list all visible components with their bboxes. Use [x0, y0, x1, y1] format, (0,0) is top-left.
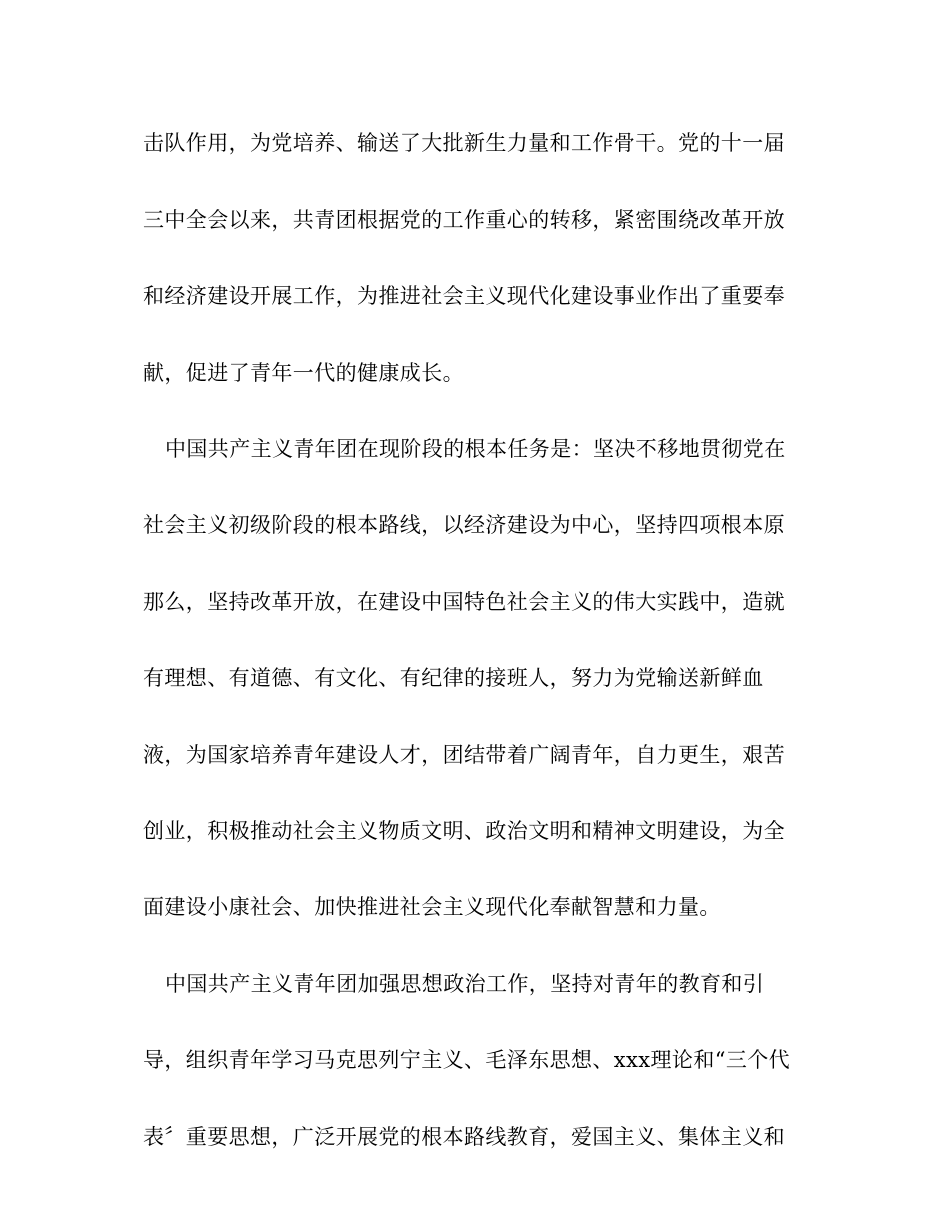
text-line: 创业，积极推动社会主义物质文明、政治文明和精神文明建设，为全 — [143, 819, 785, 843]
text-line: 社会主义初级阶段的根本路线，以经济建设为中心，坚持四项根本原 — [143, 513, 785, 537]
text-line: 献，促进了青年一代的健康成长。 — [143, 361, 464, 385]
text-line: 有理想、有道德、有文化、有纪律的接班人，努力为党输送新鲜血 — [143, 666, 764, 690]
text-line: 三中全会以来，共青团根据党的工作重心的转移，紧密围绕改革开放 — [143, 208, 785, 232]
text-line: 击队作用，为党培养、输送了大批新生力量和工作骨干。党的十一届 — [143, 131, 785, 155]
paragraph-first-line: 中国共产主义青年团在现阶段的根本任务是：坚决不移地贯彻党在 — [165, 437, 786, 461]
text-line: 和经济建设开展工作，为推进社会主义现代化建设事业作出了重要奉 — [143, 284, 785, 308]
text-line: 面建设小康社会、加快推进社会主义现代化奉献智慧和力量。 — [143, 895, 721, 919]
text-line: 表〞重要思想，广泛开展党的根本路线教育，爱国主义、集体主义和 — [143, 1125, 785, 1149]
paragraph-first-line: 中国共产主义青年团加强思想政治工作，坚持对青年的教育和引 — [165, 972, 765, 996]
text-line: 那么，坚持改革开放，在建设中国特色社会主义的伟大实践中，造就 — [143, 590, 785, 614]
text-line: 液，为国家培养青年建设人才，团结带着广阔青年，自力更生，艰苦 — [143, 743, 785, 767]
text-line: 导，组织青年学习马克思列宁主义、毛泽东思想、xxx理论和“三个代 — [143, 1048, 791, 1072]
